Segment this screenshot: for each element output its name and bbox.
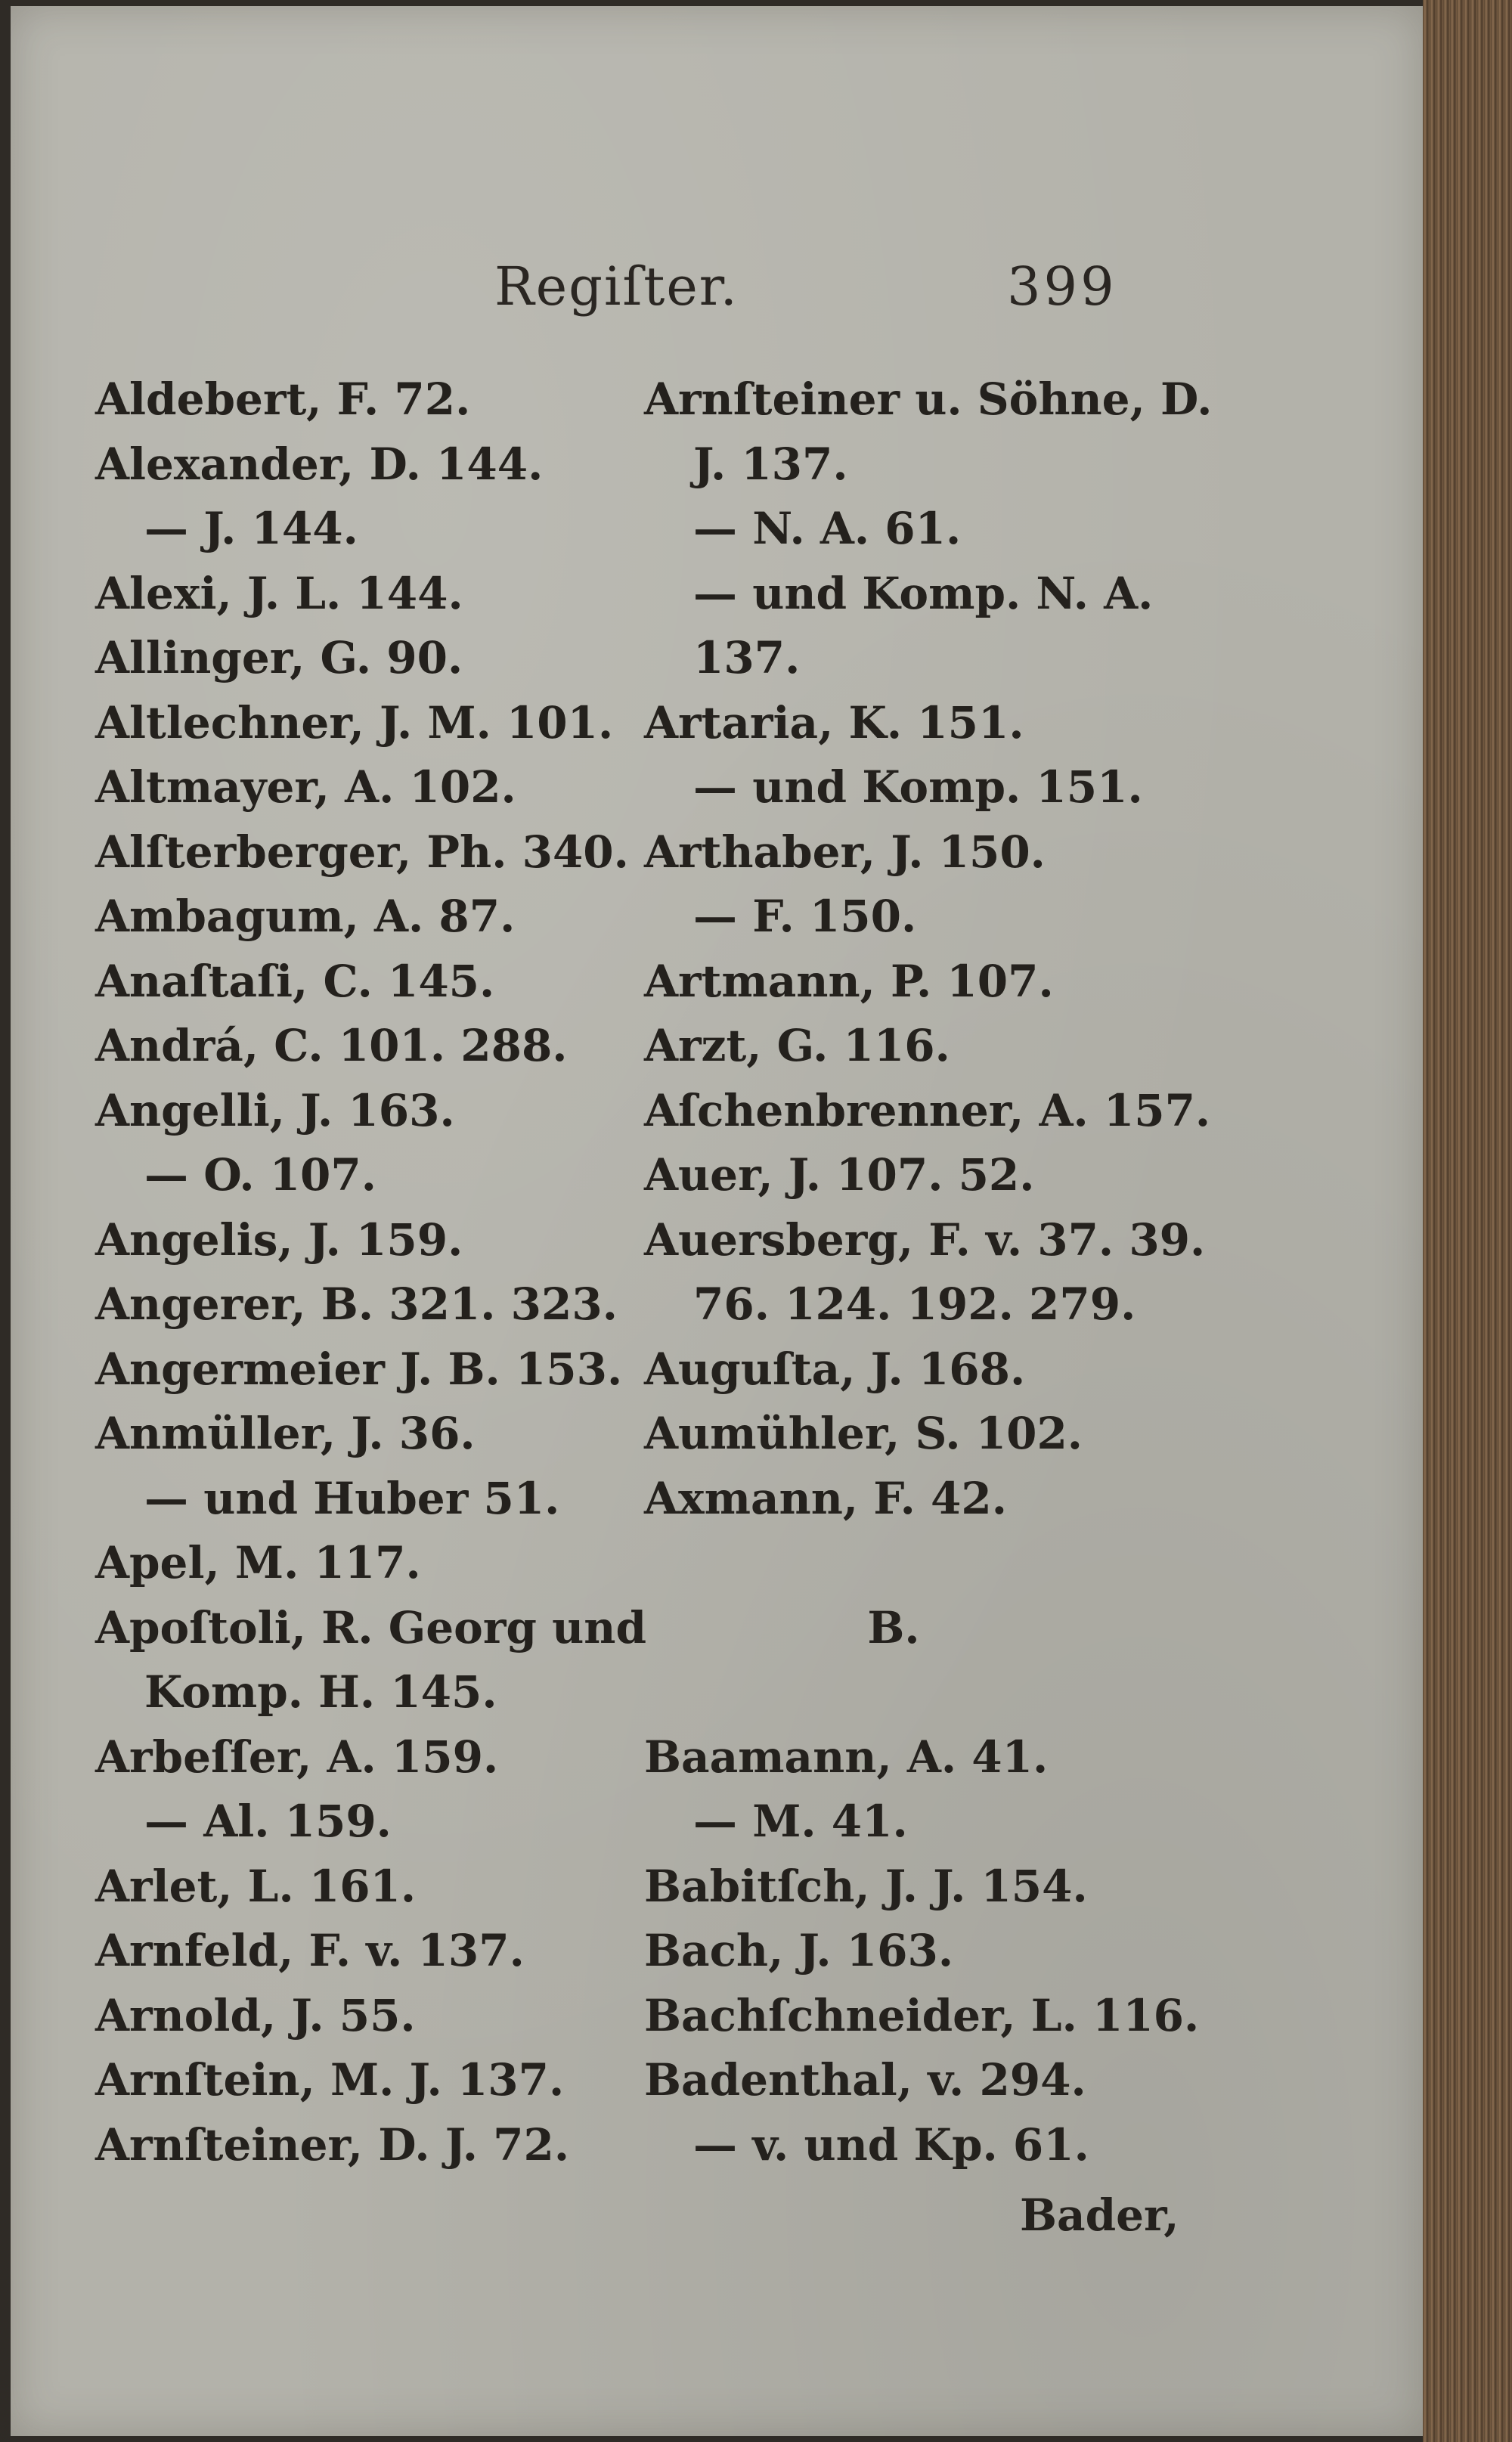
index-entry: — N. A. 61. (693, 503, 962, 554)
page-title: Regiſter. (494, 256, 739, 318)
index-entry: Angelis, J. 159. (95, 1213, 463, 1266)
index-entry: Altlechner, J. M. 101. (95, 696, 614, 748)
index-entry: Arnſteiner, D. J. 72. (95, 2118, 570, 2171)
index-column-left (95, 367, 647, 2177)
index-entry: Andrá, C. 101. 288. (95, 1020, 568, 1071)
index-entry: Arlet, L. 161. (95, 1860, 417, 1912)
section-heading: B. (867, 1601, 920, 1653)
index-entry: — M. 41. (693, 1796, 908, 1847)
index-entry: Altmayer, A. 102. (95, 761, 516, 813)
index-entry: Arnfeld, F. v. 137. (95, 1925, 525, 1976)
index-entry: Axmann, F. 42. (644, 1472, 1007, 1524)
index-entry: — Al. 159. (144, 1796, 392, 1847)
index-entry: Anmüller, J. 36. (95, 1408, 476, 1459)
page-number: 399 (1007, 256, 1117, 318)
index-entry: Artmann, P. 107. (644, 955, 1054, 1007)
catchword: Bader, (1020, 2189, 1179, 2241)
index-entry: Artaria, K. 151. (644, 696, 1024, 748)
index-entry (644, 1660, 1188, 1725)
index-entry: Apoſtoli, R. Georg und (95, 1601, 647, 1653)
index-entry: Bach, J. 163. (644, 1925, 954, 1976)
index-entry: Bachſchneider, L. 116. (644, 1989, 1200, 2041)
book-page (11, 6, 1423, 2436)
index-entry: Arbeſſer, A. 159. (95, 1731, 499, 1783)
index-entry: Komp. H. 145. (144, 1666, 497, 1718)
index-entry: Anaſtaſi, C. 145. (95, 955, 495, 1007)
index-entry: — J. 144. (144, 503, 358, 554)
index-entry: Alexi, J. L. 144. (95, 567, 463, 619)
index-entry: Auguſta, J. 168. (644, 1343, 1026, 1395)
index-entry: Aſchenbrenner, A. 157. (644, 1084, 1211, 1136)
page-edge (1423, 0, 1512, 2442)
index-entry: Angermeier J. B. 153. (95, 1343, 623, 1395)
page-header (11, 256, 1423, 346)
index-entry: Arnſteiner u. Söhne, D. (644, 373, 1213, 425)
index-entry: Arthaber, J. 150. (644, 826, 1046, 878)
index-entry: Aumühler, S. 102. (644, 1408, 1083, 1459)
index-entry: Apel, M. 117. (95, 1537, 421, 1588)
index-entry: 76. 124. 192. 279. (693, 1278, 1136, 1330)
index-entry: Arnſtein, M. J. 137. (95, 2054, 565, 2106)
index-entry (644, 1531, 1188, 1596)
index-column-right (644, 367, 1213, 2177)
index-entry: Aldebert, F. 72. (95, 373, 471, 425)
index-entry: Arnold, J. 55. (95, 1989, 416, 2041)
index-entry: — und Komp. 151. (693, 761, 1143, 813)
index-entry: Babitſch, J. J. 154. (644, 1860, 1088, 1912)
index-entry: Angerer, B. 321. 323. (95, 1278, 618, 1330)
index-entry: Allinger, G. 90. (95, 632, 463, 683)
index-entry: — O. 107. (144, 1149, 376, 1201)
index-entry: — und Komp. N. A. (693, 567, 1154, 619)
index-entry: Ambagum, A. 87. (95, 891, 516, 942)
index-entry: Baamann, A. 41. (644, 1731, 1049, 1783)
index-entry: Auersberg, F. v. 37. 39. (644, 1213, 1206, 1266)
index-entry: Alexander, D. 144. (95, 438, 544, 490)
index-entry: — F. 150. (693, 891, 917, 942)
index-entry: Arzt, G. 116. (644, 1020, 950, 1071)
index-entry: 137. (693, 632, 801, 683)
index-entry: — und Huber 51. (144, 1472, 560, 1524)
index-entry: Angelli, J. 163. (95, 1084, 455, 1136)
index-entry: J. 137. (693, 438, 848, 490)
index-entry: Auer, J. 107. 52. (644, 1149, 1035, 1201)
index-entry: Alſterberger, Ph. 340. (95, 826, 629, 878)
index-entry: — v. und Kp. 61. (693, 2118, 1089, 2171)
index-entry: Badenthal, v. 294. (644, 2054, 1086, 2106)
